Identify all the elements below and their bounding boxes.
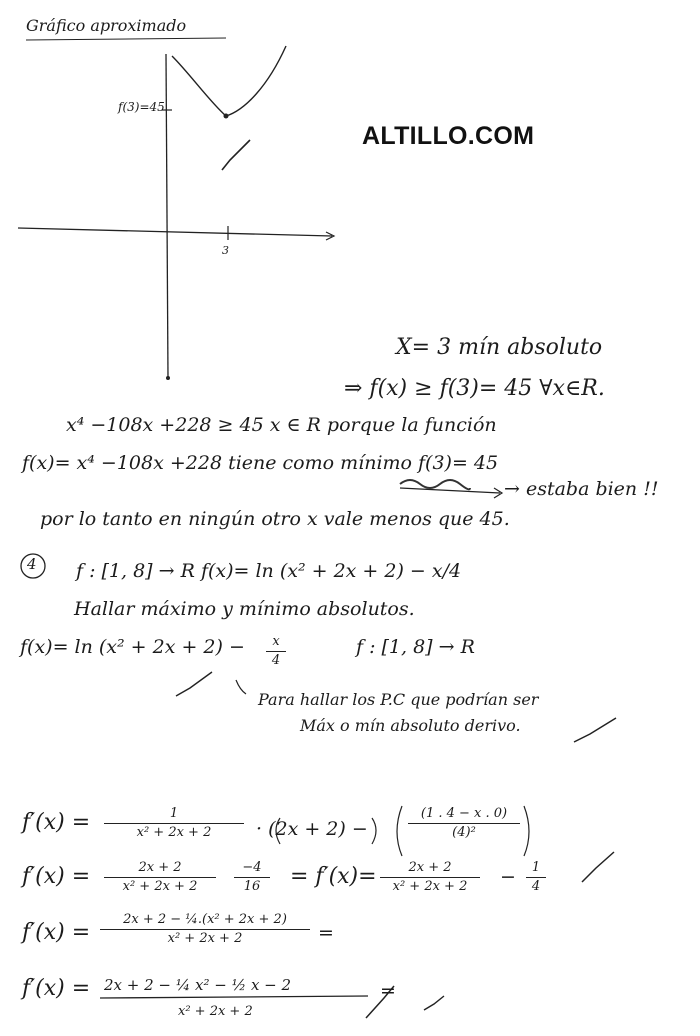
derivative-line-2-minus: − <box>500 866 516 888</box>
minimum-point <box>224 114 229 119</box>
y-axis <box>166 54 168 378</box>
title-underline <box>26 38 226 40</box>
note-line-2: Máx o mín absoluto derivo. <box>300 716 521 735</box>
checkmark-icon <box>574 718 616 742</box>
conclusion-line-4: f(x)= x⁴ −108x +228 tiene como mínimo f(3)= 45 <box>22 452 499 474</box>
derivative-line-1-lhs: f′(x) = <box>22 810 91 835</box>
derivative-line-2-frac4: 1 4 <box>526 860 546 895</box>
graph-y-label: f(3)=45 <box>118 100 165 114</box>
note-line-1: Para hallar los P.C que podrían ser <box>258 690 539 709</box>
checkmark-icon <box>176 672 212 696</box>
conclusion-note: → estaba bien !! <box>504 478 659 500</box>
derivative-line-1-mid: · (2x + 2) − <box>256 818 368 840</box>
exercise-statement: f : [1, 8] → R f(x)= ln (x² + 2x + 2) − x/4 <box>76 560 462 582</box>
derivative-line-3-frac: 2x + 2 − ¼.(x² + 2x + 2) x² + 2x + 2 <box>100 912 310 947</box>
derivative-line-2-eq: = f′(x)= <box>290 864 377 889</box>
derivative-line-2-frac2: −4 16 <box>234 860 270 895</box>
derivative-line-2-frac1: 2x + 2 x² + 2x + 2 <box>104 860 216 895</box>
function-definition: f(x)= ln (x² + 2x + 2) − <box>20 636 245 658</box>
exercise-task: Hallar máximo y mínimo absolutos. <box>74 598 415 620</box>
checkmark-icon <box>222 140 250 170</box>
derivative-line-4-eq: = <box>380 980 396 1002</box>
checkmark-icon <box>424 996 444 1010</box>
x-axis <box>18 228 332 236</box>
derivative-line-2-frac3: 2x + 2 x² + 2x + 2 <box>380 860 480 895</box>
watermark: ALTILLO.COM <box>362 122 535 150</box>
conclusion-line-2: ⇒ f(x) ≥ f(3)= 45 ∀x∈R. <box>344 376 605 401</box>
function-fraction: x 4 <box>266 634 286 669</box>
graph-title: Gráfico aproximado <box>26 16 187 35</box>
derivative-line-1-frac1: 1 x² + 2x + 2 <box>104 806 244 841</box>
derivative-line-3-lhs: f′(x) = <box>22 920 91 945</box>
function-domain: f : [1, 8] → R <box>356 636 475 658</box>
graph-x-tick-label: 3 <box>222 244 229 257</box>
conclusion-line-1: X= 3 mín absoluto <box>396 335 603 360</box>
conclusion-line-5: por lo tanto en ningún otro x vale menos que 45. <box>40 508 510 530</box>
derivative-line-4-lhs: f′(x) = <box>22 976 91 1001</box>
derivative-line-4-numerator: 2x + 2 − ¼ x² − ½ x − 2 <box>104 976 292 994</box>
derivative-line-2-lhs: f′(x) = <box>22 864 91 889</box>
exercise-number: 4 <box>27 555 37 573</box>
checkmark-icon <box>582 852 614 882</box>
function-curve <box>172 46 286 116</box>
derivative-line-4-denominator: x² + 2x + 2 <box>178 1004 253 1019</box>
derivative-line-3-eq: = <box>318 922 334 944</box>
derivative-line-1-frac2: (1 . 4 − x . 0) (4)² <box>408 806 520 841</box>
conclusion-line-3: x⁴ −108x +228 ≥ 45 x ∈ R porque la función <box>66 414 497 436</box>
